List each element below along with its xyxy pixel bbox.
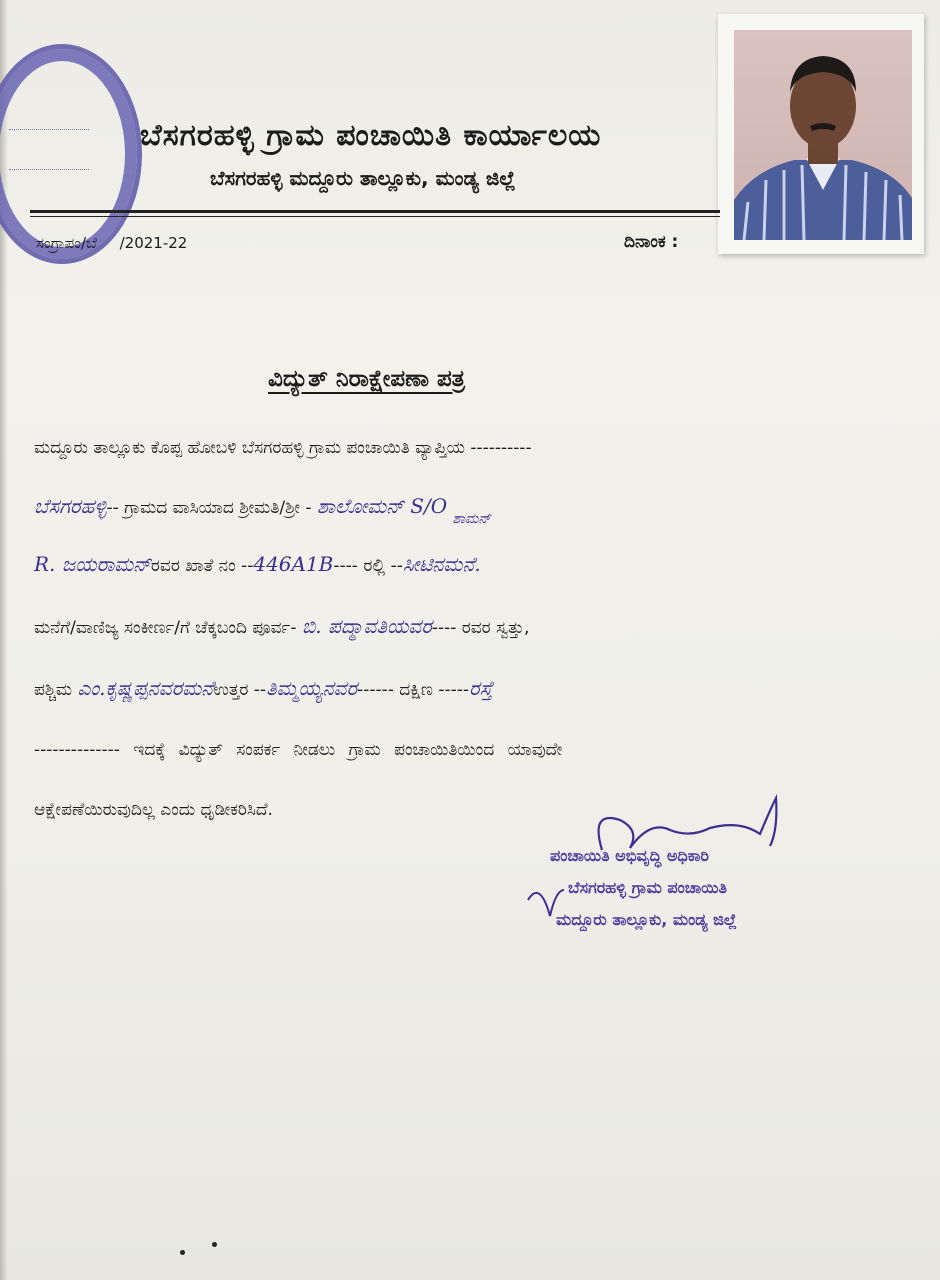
line3-text-2: ---- ರಲ್ಲಿ -- (333, 556, 403, 576)
body-line-5 (34, 676, 814, 700)
stamp-panchayat: ಬೆಸಗರಹಳ್ಳಿ ಗ್ರಾಮ ಪಂಚಾಯಿತಿ (568, 878, 727, 897)
stamp-designation: ಪಂಚಾಯಿತಿ ಅಭಿವೃದ್ಧಿ ಅಧಿಕಾರಿ (550, 846, 709, 865)
north-label: ಉತ್ತರ -- (213, 680, 267, 700)
body-line-2 (34, 494, 814, 527)
document-subject: ವಿದ್ಯುತ್ ನಿರಾಕ್ಷೇಪಣಾ ಪತ್ರ (268, 366, 465, 392)
body-line-7: ಆಕ್ಷೇಪಣೆಯಿರುವುದಿಲ್ಲ ಎಂದು ಧೃಡೀಕರಿಸಿದೆ. (34, 800, 273, 820)
line3-text-1: ರವರ ಖಾತೆ ನಂ -- (150, 556, 254, 576)
paper-speck (212, 1242, 217, 1247)
south-label: ------ ದಕ್ಷಿಣ ----- (357, 680, 470, 700)
handwritten-khata-number: 446A1B (253, 552, 334, 576)
handwritten-west-boundary: ಎಂ.ಕೃಷ್ಣಪ್ಪನವರಮನೆ (77, 676, 214, 700)
reference-number (36, 234, 205, 252)
handwritten-village: ಬೆಸಗರಹಳ್ಳಿ (34, 494, 107, 518)
line2-text: -- ಗ್ರಾಮದ ವಾಸಿಯಾದ ಶ್ರೀಮತಿ/ಶ್ರೀ - (106, 498, 312, 518)
body-line-6: -------------- ಇದಕ್ಕೆ ವಿದ್ಯುತ್ ಸಂಪರ್ಕ ನೀಡಲು ಗ್ರಾಮ ಪಂಚಾಯಿತಿಯಿಂದ ಯಾವುದೇ (34, 740, 563, 760)
seal-dotted-line (9, 129, 89, 130)
handwritten-north-boundary: ತಿಮ್ಮಯ್ಯನವರ (266, 676, 358, 700)
reference-prefix: ಸಂಗ್ರಾಪಂ/ಬೆ (36, 234, 97, 252)
office-title: ಬೆಸಗರಹಳ್ಳಿ ಗ್ರಾಮ ಪಂಚಾಯಿತಿ ಕಾರ್ಯಾಲಯ (140, 118, 602, 153)
body-line-3 (34, 552, 814, 576)
officer-signature-stamp (520, 790, 820, 950)
applicant-photo (734, 30, 912, 240)
handwritten-property-type: ಸೀಟಿನಮನೆ. (402, 552, 481, 576)
handwritten-name-sub: ಶಾಮನ್ (452, 511, 491, 527)
body-line-4 (34, 614, 814, 638)
date-label: ದಿನಾಂಕ : (624, 232, 679, 252)
office-address: ಬೆಸಗರಹಳ್ಳಿ ಮದ್ದೂರು ತಾಲ್ಲೂಕು, ಮಂಡ್ಯ ಜಿಲ್ಲೆ (210, 166, 516, 190)
handwritten-name: ಶಾಲೋಮನ್ S/O (316, 494, 448, 518)
stamp-location: ಮದ್ದೂರು ತಾಲ್ಲೂಕು, ಮಂಡ್ಯ ಜಿಲ್ಲೆ (556, 910, 737, 929)
line4-text-2: ---- ರವರ ಸ್ವತ್ತು, (431, 618, 530, 638)
passport-photo (718, 14, 924, 254)
paper-speck (180, 1250, 185, 1255)
header-rule-thick (30, 210, 720, 213)
handwritten-east-boundary: ಬಿ. ಪದ್ಮಾವತಿಯವರ (301, 614, 432, 638)
reference-year: /2021-22 (119, 234, 188, 252)
header-rule-thin (30, 216, 720, 217)
line4-text-1: ಮನೆಗೆ/ವಾಣಿಜ್ಯ ಸಂಕೀರ್ಣ/ಗೆ ಚೆಕ್ಕಬಂದಿ ಪೂರ್ವ- (34, 618, 297, 638)
person-silhouette (734, 30, 912, 240)
handwritten-south-boundary: ರಸ್ತೆ (469, 676, 493, 700)
handwritten-father-name: R. ಜಯರಾಮನ್ (34, 552, 151, 576)
west-label: ಪಶ್ಚಿಮ (34, 680, 73, 700)
seal-dotted-line (9, 169, 89, 170)
body-line-1: ಮದ್ದೂರು ತಾಲ್ಲೂಕು ಕೊಪ್ಪ ಹೋಬಳಿ ಬೆಸಗರಹಳ್ಳಿ ಗ್ರಾಮ ಪಂಚಾಯಿತಿ ವ್ಯಾಪ್ತಿಯ ---------- (34, 438, 532, 458)
